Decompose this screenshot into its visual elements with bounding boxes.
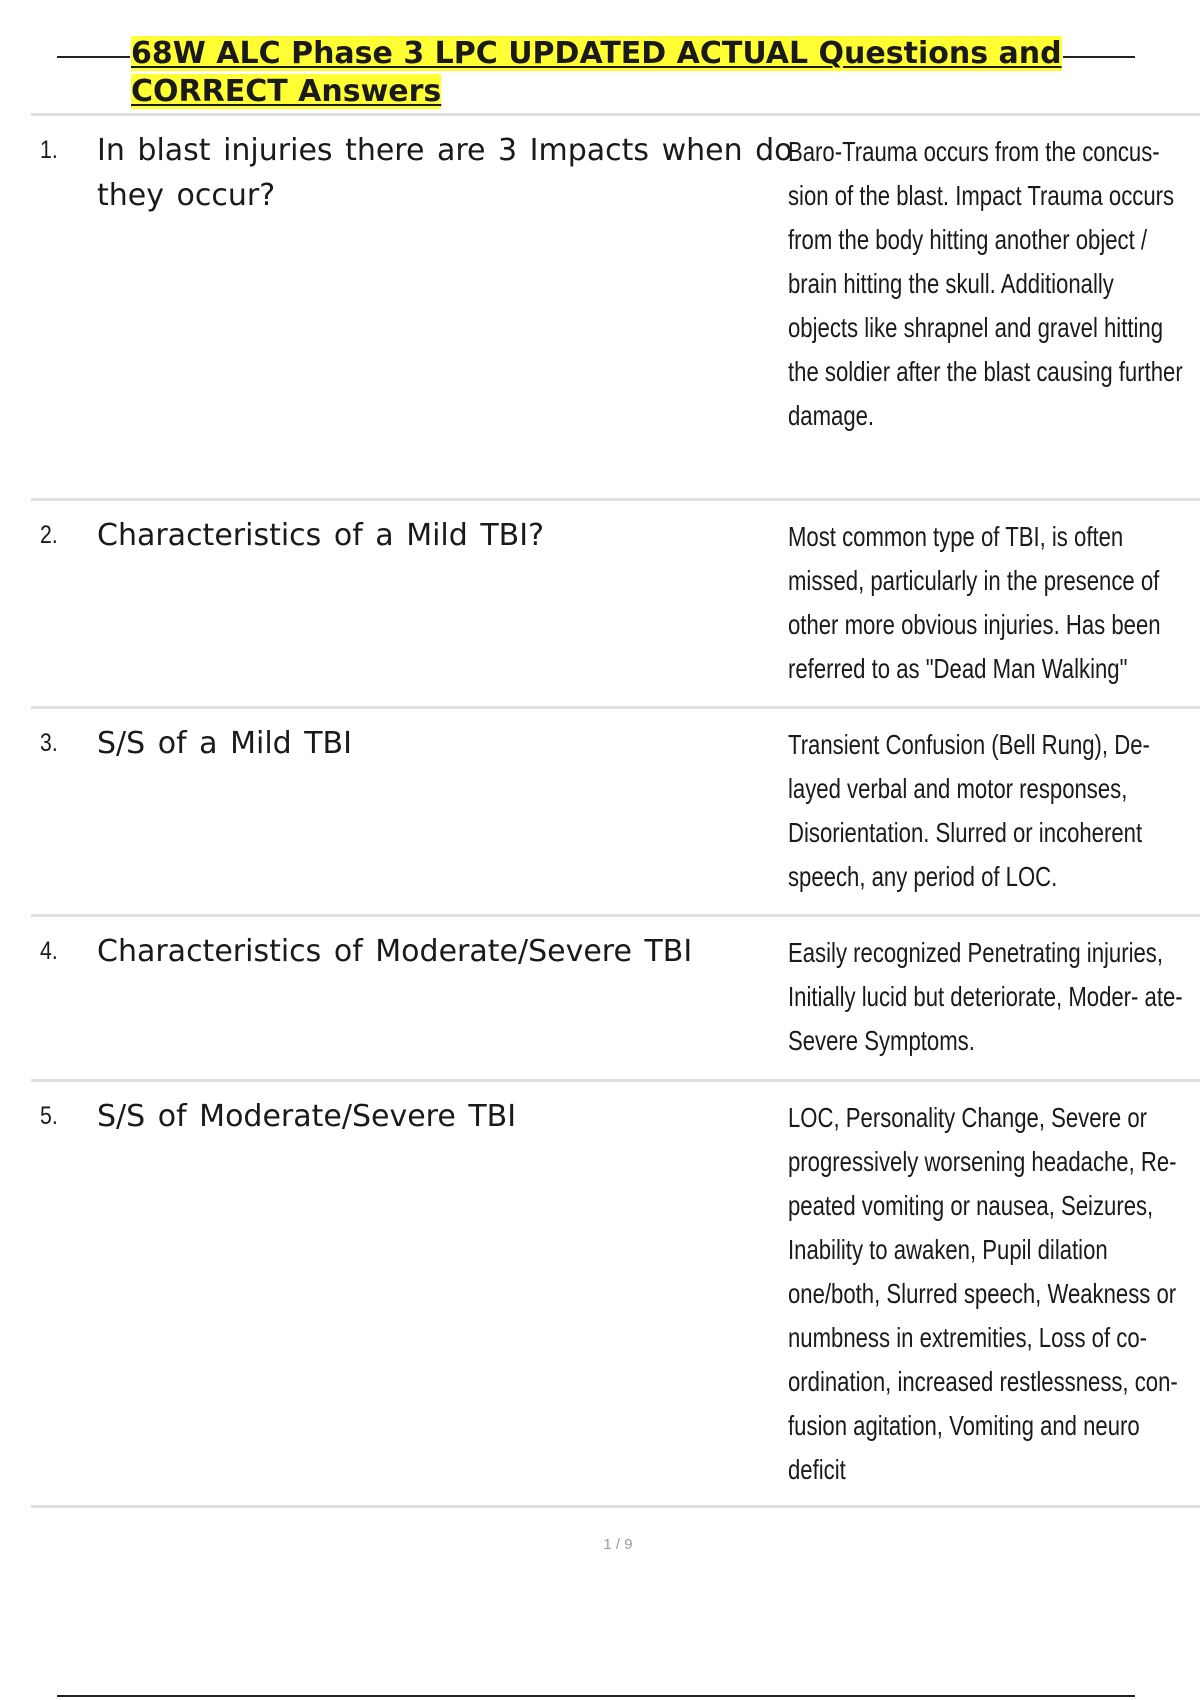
title-rule-right — [1063, 56, 1135, 58]
document-title: 68W ALC Phase 3 LPC UPDATED ACTUAL Questions and CORRECT Answers — [131, 36, 1062, 109]
item-number: 5. — [40, 1102, 58, 1130]
qa-item-3 — [31, 709, 1200, 917]
item-answer: Most common type of TBI, is often missed, particularly in the presence of other more obvious injuries. Has been referred to as "Dead Man Walking" — [788, 521, 1161, 684]
page-number: 1 / 9 — [603, 1536, 633, 1553]
item-number: 3. — [40, 729, 58, 757]
item-answer: Easily recognized Penetrating injuries, Initially lucid but deteriorate, Moder- ate-Severe Symptoms. — [788, 937, 1183, 1056]
qa-item-5 — [31, 1082, 1200, 1508]
item-question: Characteristics of Moderate/Severe TBI — [97, 934, 693, 969]
footer-rule — [57, 1695, 1135, 1697]
item-question: In blast injuries there are 3 Impacts when do they occur? — [97, 133, 793, 213]
item-question: S/S of Moderate/Severe TBI — [97, 1099, 517, 1134]
qa-item-2 — [31, 501, 1200, 709]
item-answer: Transient Confusion (Bell Rung), De- layed verbal and motor responses, Disorientation. Slurred or incoherent speech, any period of LOC. — [788, 729, 1150, 892]
item-answer: Baro-Trauma occurs from the concus- sion of the blast. Impact Trauma occurs from the body hitting another object / brain hitting the skull. Additionally objects like shrapnel and gravel hitting the soldier after the blast causing further damage. — [788, 136, 1183, 431]
item-question: S/S of a Mild TBI — [97, 726, 352, 761]
item-answer: LOC, Personality Change, Severe or progressively worsening headache, Re- peated vomiting or nausea, Seizures, Inability to awaken, Pupil dilation one/both, Slurred speech, Weakness or numbness in extremities, Loss of co- ordination, increased restlessness, con- fusion agitation, Vomiting and neuro deficit — [788, 1102, 1178, 1485]
item-question: Characteristics of a Mild TBI? — [97, 518, 545, 553]
item-number: 2. — [40, 521, 58, 549]
qa-item-4 — [31, 917, 1200, 1082]
document-header — [0, 30, 1200, 112]
title-rule-left — [57, 56, 130, 58]
item-number: 1. — [40, 136, 58, 164]
item-number: 4. — [40, 937, 58, 965]
qa-item-1 — [31, 116, 1200, 501]
